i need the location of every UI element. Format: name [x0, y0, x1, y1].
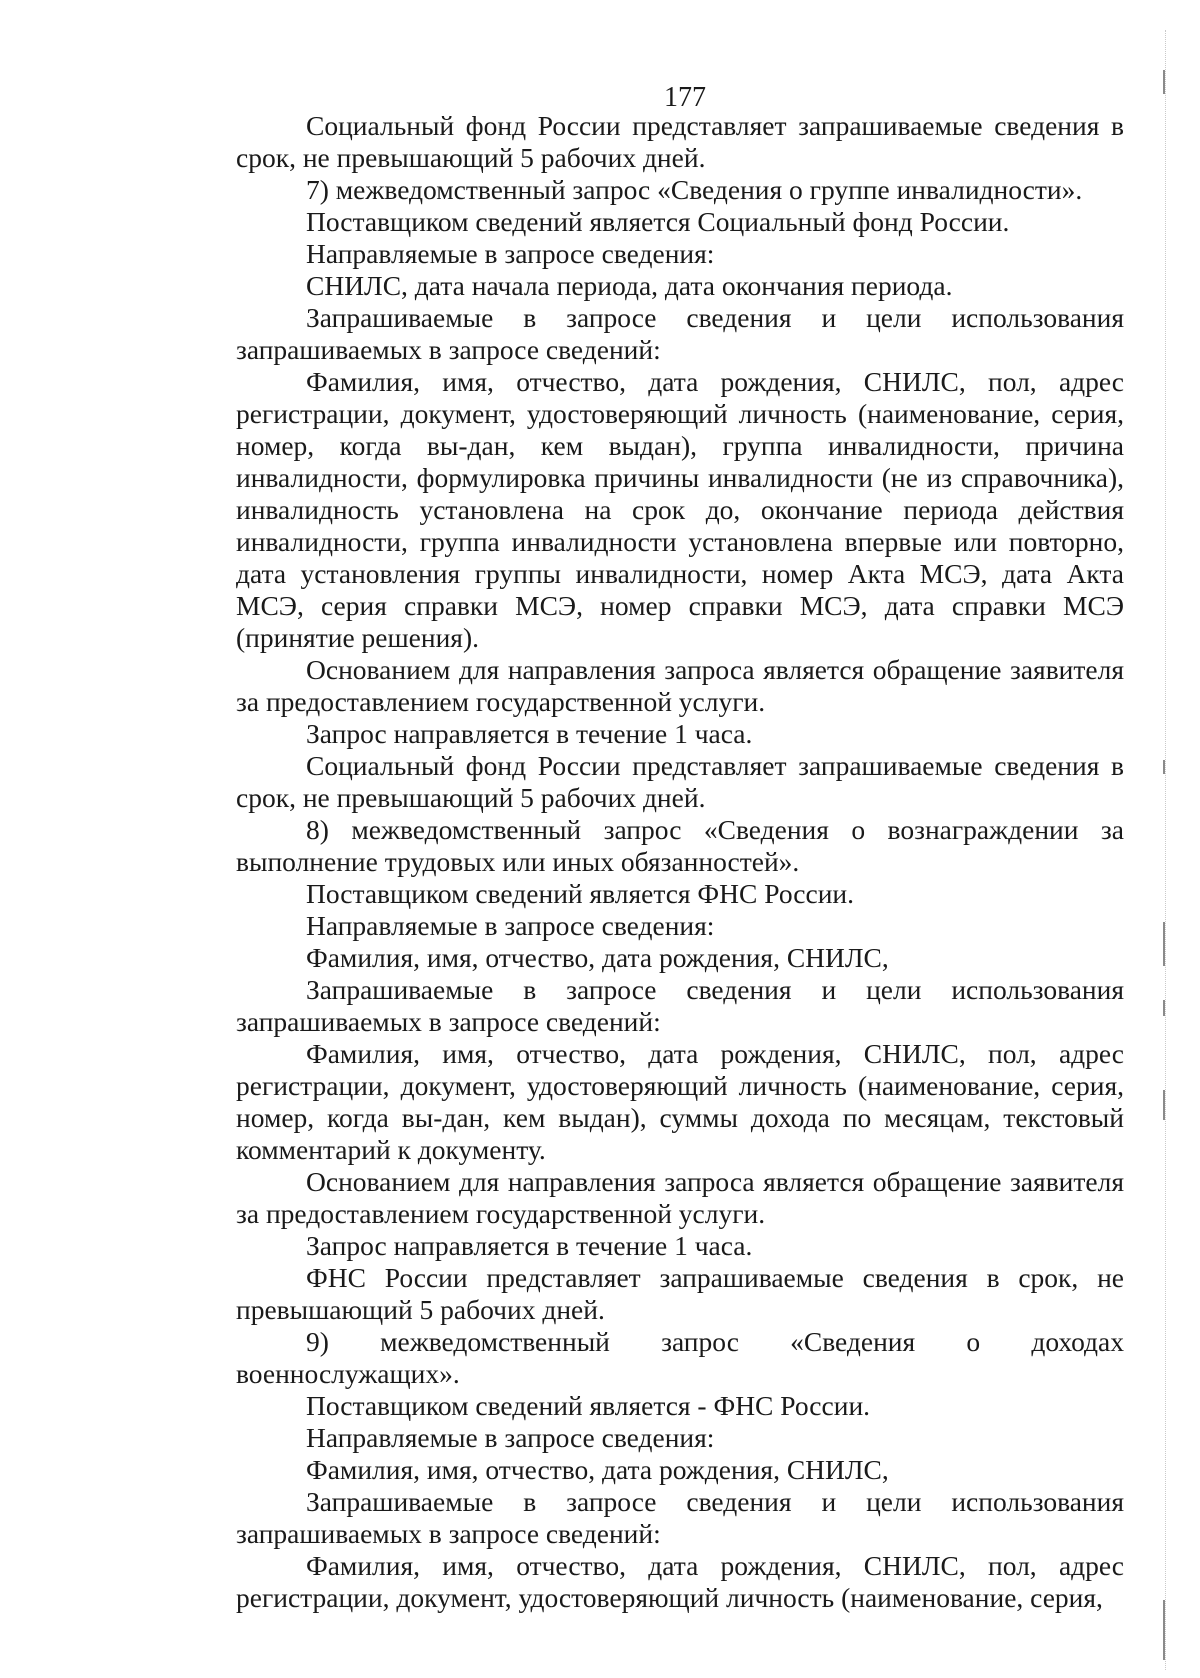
- paragraph: Запрос направляется в течение 1 часа.: [306, 1230, 753, 1261]
- paragraph: 9) межведомственный запрос «Сведения о доходах военнослужащих».: [236, 1326, 1124, 1389]
- paragraph: Запрос направляется в течение 1 часа.: [306, 718, 753, 749]
- paragraph: Поставщиком сведений является ФНС России.: [306, 878, 854, 909]
- document-body: [236, 110, 1124, 1614]
- scan-artifact-mark: [1163, 922, 1165, 966]
- scan-artifact-mark: [1163, 1090, 1165, 1120]
- paragraph: СНИЛС, дата начала периода, дата окончания периода.: [306, 270, 953, 301]
- paragraph: Фамилия, имя, отчество, дата рождения, СНИЛС, пол, адрес регистрации, документ, удостоверяющий личность (наименование, серия, номер, когда вы-дан, кем выдан), суммы дохода по месяцам, текстовый комментарий к документу.: [236, 1038, 1124, 1165]
- paragraph: ФНС России представляет запрашиваемые сведения в срок, не превышающий 5 рабочих дней.: [236, 1262, 1124, 1325]
- paragraph: Направляемые в запросе сведения:: [306, 238, 715, 269]
- scan-artifact-mark: [1163, 70, 1165, 94]
- paragraph: 8) межведомственный запрос «Сведения о вознаграждении за выполнение трудовых или иных обязанностей».: [236, 814, 1124, 877]
- scan-edge-line: [1165, 30, 1166, 1670]
- paragraph: Запрашиваемые в запросе сведения и цели использования запрашиваемых в запросе сведений:: [236, 974, 1124, 1037]
- scan-artifact-mark: [1163, 760, 1165, 774]
- page-number: 177: [664, 82, 706, 113]
- paragraph: 7) межведомственный запрос «Сведения о группе инвалидности».: [306, 174, 1083, 205]
- paragraph: Фамилия, имя, отчество, дата рождения, СНИЛС, пол, адрес регистрации, документ, удостоверяющий личность (наименование, серия, номер, когда вы-дан, кем выдан), группа инвалидности, причина инвалидности, формулировка причины инвалидности (не из справочника), инвалидность установлена на срок до, окончание периода действия инвалидности, группа инвалидности установлена впервые или повторно, дата установления группы инвалидности, номер Акта МСЭ, дата Акта МСЭ, серия справки МСЭ, номер справки МСЭ, дата справки МСЭ (принятие решения).: [236, 366, 1124, 653]
- paragraph: Направляемые в запросе сведения:: [306, 1422, 715, 1453]
- paragraph: Запрашиваемые в запросе сведения и цели использования запрашиваемых в запросе сведений:: [236, 302, 1124, 365]
- paragraph: Фамилия, имя, отчество, дата рождения, СНИЛС, пол, адрес регистрации, документ, удостоверяющий личность (наименование, серия,: [236, 1550, 1124, 1613]
- paragraph: Запрашиваемые в запросе сведения и цели использования запрашиваемых в запросе сведений:: [236, 1486, 1124, 1549]
- paragraph: Социальный фонд России представляет запрашиваемые сведения в срок, не превышающий 5 рабочих дней.: [236, 750, 1124, 813]
- paragraph: Социальный фонд России представляет запрашиваемые сведения в срок, не превышающий 5 рабочих дней.: [236, 110, 1124, 173]
- paragraph: Фамилия, имя, отчество, дата рождения, СНИЛС,: [306, 1454, 889, 1485]
- paragraph: Основанием для направления запроса является обращение заявителя за предоставлением государственной услуги.: [236, 1166, 1124, 1229]
- scan-artifact-mark: [1163, 1000, 1165, 1016]
- paragraph: Поставщиком сведений является - ФНС России.: [306, 1390, 871, 1421]
- paragraph: Основанием для направления запроса является обращение заявителя за предоставлением государственной услуги.: [236, 654, 1124, 717]
- paragraph: Фамилия, имя, отчество, дата рождения, СНИЛС,: [306, 942, 889, 973]
- paragraph: Направляемые в запросе сведения:: [306, 910, 715, 941]
- paragraph: Поставщиком сведений является Социальный фонд России.: [306, 206, 1010, 237]
- scan-artifact-mark: [1163, 1600, 1165, 1660]
